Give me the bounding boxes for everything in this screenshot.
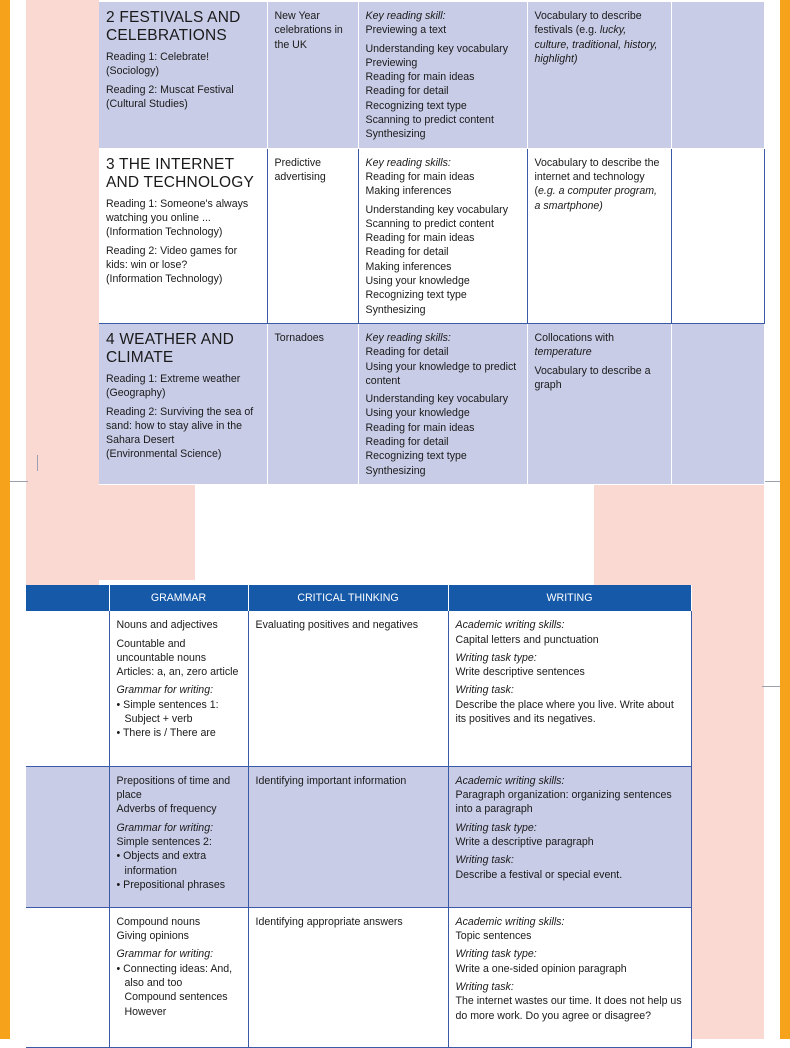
writing-type-heading: Writing task type: bbox=[455, 821, 537, 834]
reading-2: Reading 2: Muscat Festival bbox=[106, 83, 234, 96]
video-cell: Tornadoes bbox=[267, 323, 358, 484]
skills-heading: Key reading skills: bbox=[365, 331, 451, 344]
vocabulary-cell bbox=[527, 2, 671, 148]
video-cell: Predictive advertising bbox=[267, 148, 358, 323]
reading-skills-cell bbox=[358, 148, 527, 323]
grammar-heading: Grammar for writing: bbox=[116, 948, 214, 961]
writing-skills: Topic sentences bbox=[455, 930, 532, 943]
spacer-cell bbox=[26, 611, 109, 766]
vocabulary-cell bbox=[527, 148, 671, 323]
writing-task-heading: Writing task: bbox=[455, 854, 514, 867]
reading-1-subject: (Sociology) bbox=[106, 65, 159, 78]
crop-mark bbox=[762, 481, 780, 482]
reading-skills-cell bbox=[358, 2, 527, 148]
skill: Reading for detail bbox=[365, 436, 449, 449]
skill: Reading for detail bbox=[365, 85, 449, 98]
writing-row bbox=[26, 611, 691, 766]
writing-skills: Paragraph organization: organizing sentences into a paragraph bbox=[455, 789, 672, 816]
grammar-bullet: • Simple sentences 1: Subject + verb bbox=[116, 698, 219, 726]
vocab-text: Vocabulary to describe festivals (e.g. bbox=[534, 10, 642, 37]
grammar-item: Simple sentences 2: bbox=[116, 835, 212, 848]
reading-1: Reading 1: Celebrate! bbox=[106, 51, 210, 63]
vocab-text: Vocabulary to describe the internet and technology ( bbox=[534, 156, 660, 198]
skill: Previewing bbox=[365, 56, 418, 69]
reading-2-subject: (Environmental Science) bbox=[106, 448, 222, 461]
grammar-bullet: • There is / There are bbox=[116, 727, 216, 740]
reading-2-subject: (Cultural Studies) bbox=[106, 97, 188, 110]
reading-1-subject: (Geography) bbox=[106, 387, 166, 400]
reading-syllabus-table bbox=[99, 2, 765, 485]
reading-skills-cell bbox=[358, 323, 527, 484]
skills-heading: Key reading skills: bbox=[365, 156, 451, 169]
unit-row bbox=[99, 323, 764, 484]
grammar-heading: Grammar for writing: bbox=[116, 684, 214, 697]
skill: Using your knowledge to predict content bbox=[365, 360, 517, 387]
skill: Reading for main ideas bbox=[365, 71, 475, 84]
writing-type-heading: Writing task type: bbox=[455, 651, 537, 664]
skill: Making inferences bbox=[365, 260, 452, 273]
critical-thinking-cell: Evaluating positives and negatives bbox=[248, 611, 448, 766]
skill: Understanding key vocabulary bbox=[365, 393, 509, 406]
reading-2: Reading 2: Surviving the sea of sand: how to stay alive in the Sahara Desert bbox=[106, 405, 254, 447]
reading-2-subject: (Information Technology) bbox=[106, 273, 223, 286]
skill: Scanning to predict content bbox=[365, 217, 494, 230]
skill: Reading for detail bbox=[365, 346, 449, 359]
writing-skills-heading: Academic writing skills: bbox=[455, 915, 565, 928]
writing-task-heading: Writing task: bbox=[455, 980, 514, 993]
vocab-examples: e.g. a computer program, a smartphone) bbox=[534, 185, 657, 212]
grammar-cell bbox=[109, 611, 248, 766]
header-grammar: GRAMMAR bbox=[109, 585, 248, 611]
crop-mark bbox=[37, 455, 38, 471]
skill: Understanding key vocabulary bbox=[365, 203, 509, 216]
grammar-item: Nouns and adjectives bbox=[116, 619, 218, 632]
writing-cell bbox=[448, 766, 691, 907]
reading-1: Reading 1: Someone's always watching you online ... bbox=[106, 197, 249, 224]
unit-title: 4 WEATHER AND CLIMATE bbox=[106, 330, 235, 366]
unit-title: 2 FESTIVALS AND CELEBRATIONS bbox=[106, 9, 241, 44]
grammar-item: Articles: a, an, zero article bbox=[116, 666, 239, 679]
grammar-bullet: Compound sentences However bbox=[124, 991, 228, 1018]
vocabulary-cell bbox=[527, 323, 671, 484]
skill: Previewing a text bbox=[365, 24, 447, 37]
grammar-bullet: • Objects and extra information bbox=[116, 850, 207, 877]
skill: Reading for main ideas bbox=[365, 421, 475, 434]
empty-cell bbox=[671, 148, 764, 323]
empty-cell bbox=[671, 2, 764, 148]
critical-thinking-cell: Identifying important information bbox=[248, 766, 448, 907]
writing-skills-heading: Academic writing skills: bbox=[455, 619, 565, 632]
grammar-item: Countable and uncountable nouns bbox=[116, 637, 207, 664]
critical-thinking-cell: Identifying appropriate answers bbox=[248, 907, 448, 1047]
header-critical-thinking: CRITICAL THINKING bbox=[248, 585, 448, 611]
writing-task: Describe a festival or special event. bbox=[455, 868, 623, 881]
writing-row bbox=[26, 907, 691, 1047]
video-cell: New Year celebrations in the UK bbox=[267, 2, 358, 148]
writing-type-heading: Writing task type: bbox=[455, 948, 537, 961]
crop-mark bbox=[10, 481, 28, 482]
skill: Reading for main ideas bbox=[365, 232, 475, 245]
crop-mark bbox=[762, 686, 780, 687]
unit-title: 3 THE INTERNET AND TECHNOLOGY bbox=[106, 155, 255, 191]
unit-row bbox=[99, 148, 764, 323]
writing-syllabus-table bbox=[26, 585, 692, 1048]
writing-type: Write a descriptive paragraph bbox=[455, 835, 594, 848]
skill: Synthesizing bbox=[365, 128, 426, 141]
skill: Scanning to predict content bbox=[365, 114, 494, 127]
grammar-cell bbox=[109, 907, 248, 1047]
grammar-bullet: • Prepositional phrases bbox=[116, 878, 226, 891]
writing-row bbox=[26, 766, 691, 907]
reading-1: Reading 1: Extreme weather bbox=[106, 372, 241, 385]
writing-task: The internet wastes our time. It does not help us do more work. Do you agree or disagree? bbox=[455, 995, 682, 1022]
grammar-item: Adverbs of frequency bbox=[116, 803, 217, 816]
left-pink-block bbox=[99, 470, 195, 580]
writing-skills-heading: Academic writing skills: bbox=[455, 774, 565, 787]
grammar-bullet: • Connecting ideas: And, also and too bbox=[116, 962, 233, 989]
vocab-example: temperature bbox=[534, 346, 592, 359]
unit-row bbox=[99, 2, 764, 148]
reading-2: Reading 2: Video games for kids: win or lose? bbox=[106, 244, 238, 271]
writing-type: Write a one-sided opinion paragraph bbox=[455, 962, 627, 975]
skill: Understanding key vocabulary bbox=[365, 42, 509, 55]
skill: Recognizing text type bbox=[365, 450, 467, 463]
vocab-text: Vocabulary to describe a graph bbox=[534, 364, 651, 391]
writing-task: Describe the place where you live. Write about its positives and its negatives. bbox=[455, 698, 674, 726]
writing-skills: Capital letters and punctuation bbox=[455, 633, 599, 646]
header-writing: WRITING bbox=[448, 585, 691, 611]
right-page-edge bbox=[780, 0, 790, 1039]
empty-cell bbox=[671, 323, 764, 484]
grammar-item: Prepositions of time and place bbox=[116, 774, 231, 802]
spacer-cell bbox=[26, 907, 109, 1047]
writing-cell bbox=[448, 907, 691, 1047]
left-page-edge bbox=[0, 0, 10, 1039]
writing-task-heading: Writing task: bbox=[455, 684, 514, 697]
grammar-heading: Grammar for writing: bbox=[116, 821, 214, 834]
reading-1-subject: (Information Technology) bbox=[106, 226, 223, 239]
spacer-cell bbox=[26, 766, 109, 907]
skill: Recognizing text type bbox=[365, 99, 467, 112]
vocab-examples: lucky, culture, traditional, history, highlight) bbox=[534, 24, 658, 65]
unit-cell bbox=[99, 2, 267, 148]
skill: Synthesizing bbox=[365, 303, 426, 316]
skill: Reading for detail bbox=[365, 246, 449, 259]
writing-cell bbox=[448, 611, 691, 766]
header-empty bbox=[26, 585, 109, 611]
vocab-text: Collocations with bbox=[534, 331, 614, 344]
skill: Making inferences bbox=[365, 185, 452, 198]
skills-heading: Key reading skill: bbox=[365, 10, 446, 22]
grammar-cell bbox=[109, 766, 248, 907]
unit-cell bbox=[99, 148, 267, 323]
skill: Using your knowledge bbox=[365, 275, 470, 288]
skill: Using your knowledge bbox=[365, 407, 470, 420]
unit-cell bbox=[99, 323, 267, 484]
skill: Recognizing text type bbox=[365, 289, 467, 302]
grammar-item: Compound nouns bbox=[116, 915, 201, 928]
skill: Reading for main ideas bbox=[365, 170, 475, 183]
grammar-item: Giving opinions bbox=[116, 930, 189, 943]
skill: Synthesizing bbox=[365, 464, 426, 477]
writing-type: Write descriptive sentences bbox=[455, 666, 585, 679]
header-row bbox=[26, 585, 691, 611]
